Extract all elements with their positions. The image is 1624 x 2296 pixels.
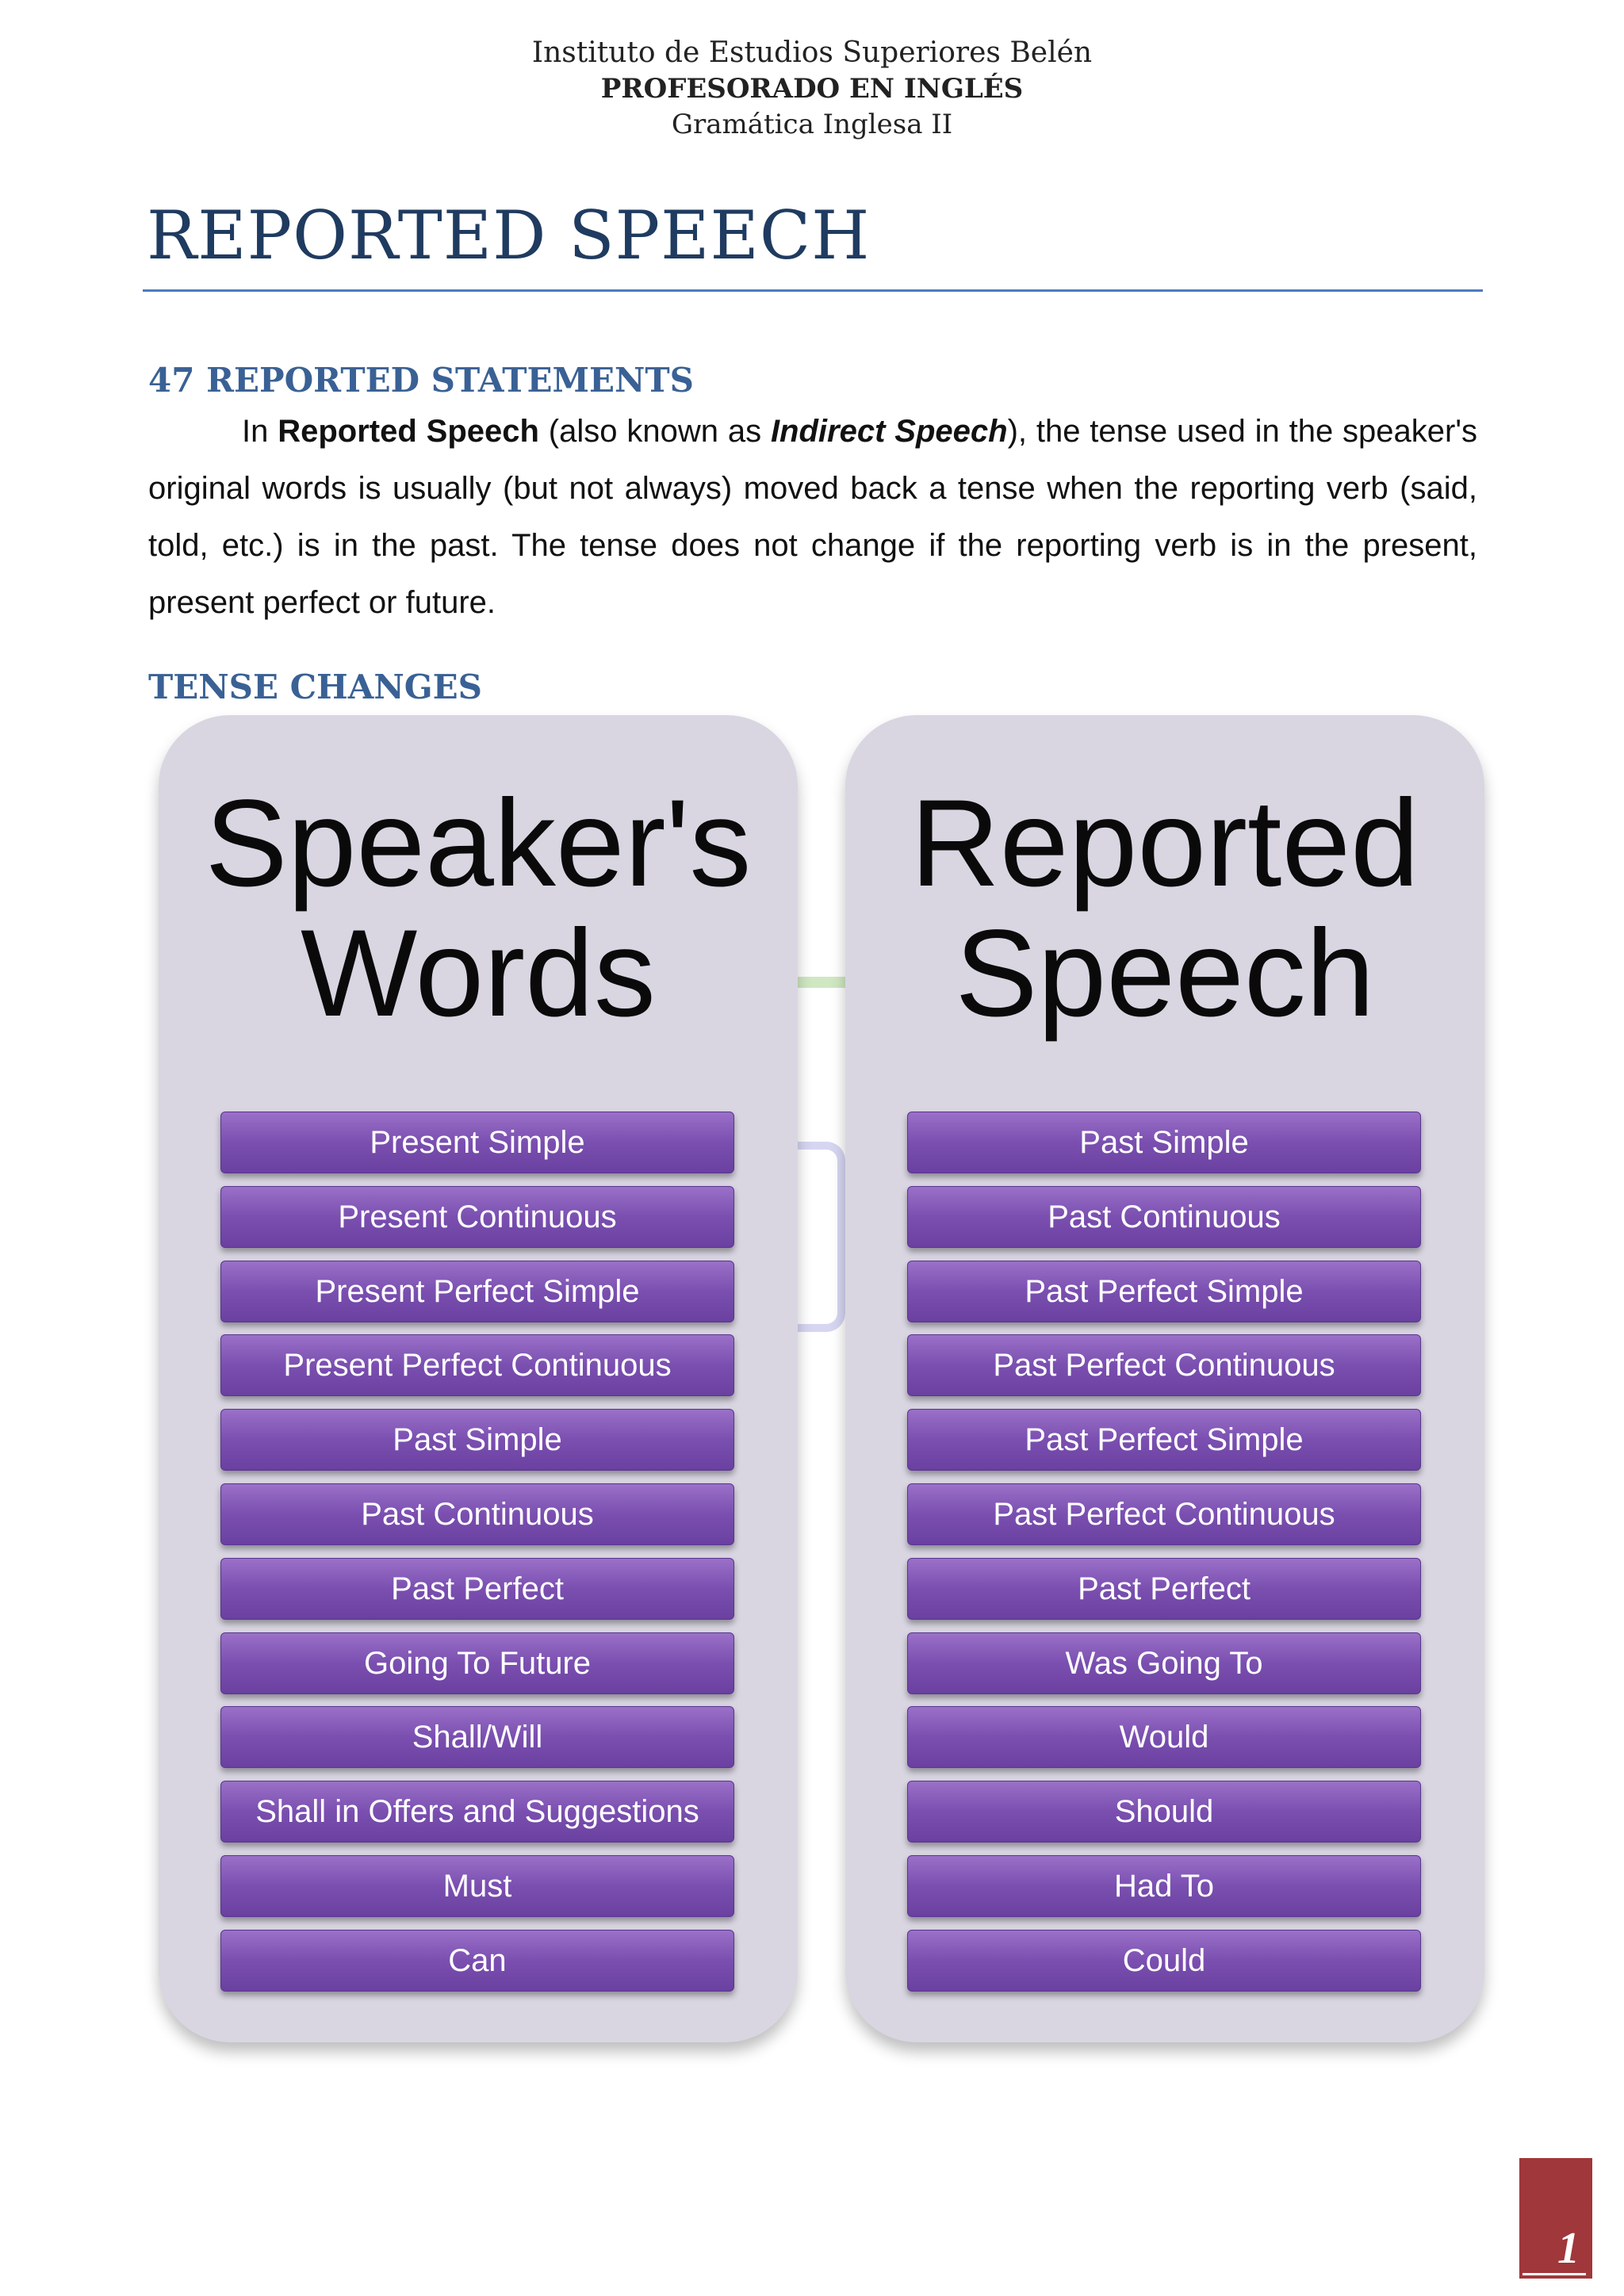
tense-item: Past Perfect	[220, 1558, 734, 1620]
tense-item: Was Going To	[907, 1632, 1421, 1694]
tense-item: Past Perfect	[907, 1558, 1421, 1620]
tense-item: Shall/Will	[220, 1706, 734, 1768]
panel-title-line: Reported	[910, 775, 1419, 913]
tense-item: Present Simple	[220, 1112, 734, 1173]
speakers-words-title	[159, 775, 798, 1043]
tense-item: Present Perfect Simple	[220, 1261, 734, 1322]
tense-item: Past Perfect Continuous	[907, 1483, 1421, 1545]
tense-item: Past Continuous	[907, 1186, 1421, 1248]
course-name: Gramática Inglesa II	[671, 109, 953, 140]
reported-speech-title	[845, 775, 1484, 1043]
tense-item: Can	[220, 1930, 734, 1992]
tense-item: Could	[907, 1930, 1421, 1992]
tense-item: Would	[907, 1706, 1421, 1768]
panel-title-line: Speaker's	[205, 775, 752, 913]
reported-speech-list	[907, 1112, 1421, 2004]
reported-speech-panel	[845, 715, 1484, 2042]
term-indirect-speech: Indirect Speech	[770, 414, 1008, 449]
institution-name: Instituto de Estudios Superiores Belén	[531, 36, 1093, 69]
intro-paragraph	[148, 403, 1477, 631]
tense-item: Past Perfect Simple	[907, 1409, 1421, 1471]
section-heading-tense-changes: TENSE CHANGES	[148, 668, 482, 706]
page-header	[0, 35, 1624, 143]
tense-item: Past Simple	[220, 1409, 734, 1471]
page-title: REPORTED SPEECH	[147, 197, 871, 274]
title-divider	[143, 289, 1483, 292]
tense-item: Present Perfect Continuous	[220, 1334, 734, 1396]
tense-item: Past Perfect Simple	[907, 1261, 1421, 1322]
text-rest: ), the tense used in the speaker's original words is usually (but not always) moved back a tense when the reporting verb (said, told, etc.) is in the past. The tense does not change if the reporting verb is in the present, present perfect or future.	[148, 414, 1477, 620]
page-number-underline	[1522, 2273, 1586, 2275]
tense-item: Past Simple	[907, 1112, 1421, 1173]
tense-item: Past Perfect Continuous	[907, 1334, 1421, 1396]
diagram-connector	[798, 977, 845, 988]
text-in: In	[242, 414, 269, 449]
section-heading-statements: 47 REPORTED STATEMENTS	[148, 361, 694, 400]
panel-title-line: Speech	[955, 905, 1375, 1043]
text-aka: (also known as	[548, 414, 762, 449]
tense-item: Past Continuous	[220, 1483, 734, 1545]
panel-title-line: Words	[301, 905, 656, 1043]
term-reported-speech: Reported Speech	[278, 414, 539, 449]
page-number: 1	[1557, 2224, 1580, 2273]
tense-item: Had To	[907, 1855, 1421, 1917]
tense-item: Going To Future	[220, 1632, 734, 1694]
tense-item: Must	[220, 1855, 734, 1917]
tense-item: Shall in Offers and Suggestions	[220, 1781, 734, 1843]
tense-item: Should	[907, 1781, 1421, 1843]
tense-item: Present Continuous	[220, 1186, 734, 1248]
speakers-words-panel	[159, 715, 798, 2042]
program-name: PROFESORADO EN INGLÉS	[600, 73, 1024, 105]
diagram-bracket	[798, 1142, 845, 1332]
speakers-words-list	[220, 1112, 734, 2004]
page-number-badge	[1519, 2158, 1592, 2279]
